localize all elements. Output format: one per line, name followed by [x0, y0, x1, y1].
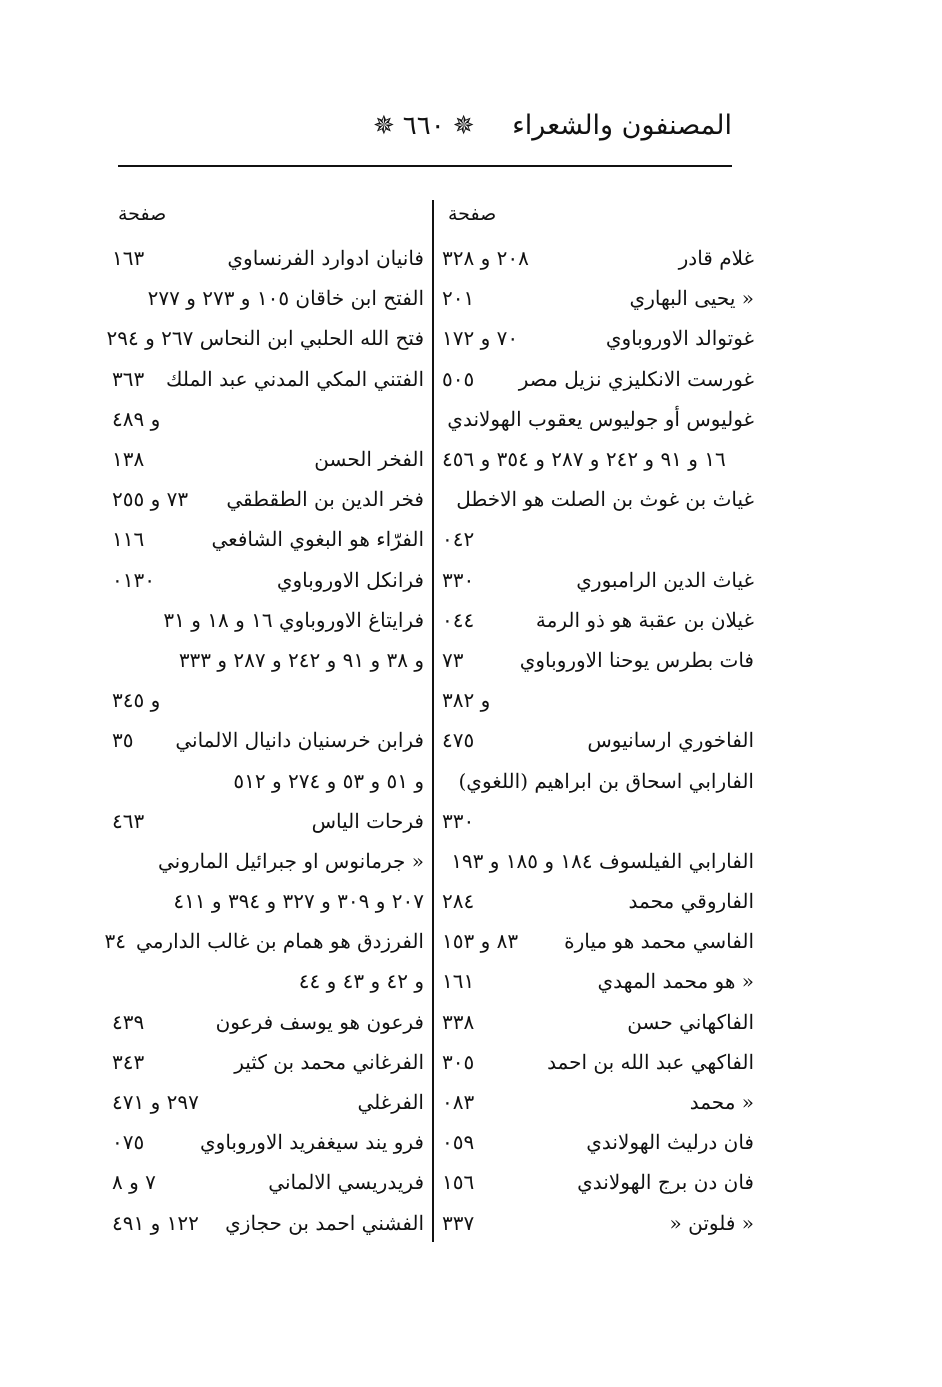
- index-entry: [112, 1082, 424, 1122]
- entry-name: الفرغلي: [357, 1090, 424, 1115]
- index-entry: [442, 801, 754, 841]
- entry-pages: ٧٣ و ٢٥٥: [112, 487, 189, 512]
- entry-name: فرحات الياس: [311, 808, 424, 833]
- index-entry: [442, 680, 754, 720]
- index-entry: [106, 318, 424, 358]
- entry-name: الفرّاء هو البغوي الشافعي: [211, 527, 424, 552]
- index-entry: [442, 519, 754, 559]
- index-entry: [112, 1162, 424, 1202]
- entry-name: غيلان بن عقبة هو ذو الرمة: [535, 607, 754, 632]
- index-entry: [112, 560, 424, 600]
- index-entry: [112, 399, 424, 439]
- entry-pages: ١٦٣: [112, 246, 145, 271]
- index-entry: [112, 1002, 424, 1042]
- index-entry: [442, 961, 754, 1001]
- entry-name: فريدريسي الالماني: [268, 1170, 424, 1195]
- index-entry: [112, 278, 424, 318]
- entry-name: فرانكل الاوروباوي: [276, 567, 424, 592]
- index-entry: [112, 238, 424, 278]
- entry-name: غلام قادر: [678, 246, 754, 271]
- index-entry: [104, 921, 424, 961]
- index-entry: [442, 640, 754, 680]
- entry-pages: ٤٦٣: [112, 808, 145, 833]
- index-entry: [442, 359, 754, 399]
- index-entry: [112, 801, 424, 841]
- index-entry: [112, 439, 424, 479]
- entry-name: الفرغاني محمد بن كثير: [234, 1049, 424, 1074]
- entry-name: و ٤٢ و ٤٣ و ٤٤: [298, 969, 424, 994]
- entry-pages: ٠٧٥: [112, 1130, 145, 1155]
- entry-name: فان دن برج الهولاندي: [577, 1170, 754, 1195]
- entry-name: فرابن خرسنيان دانيال الالماني: [175, 728, 424, 753]
- entry-name: الفارابي الفيلسوف ١٨٤ و ١٨٥ و ١٩٣: [451, 848, 754, 873]
- index-entry: [442, 318, 754, 358]
- index-entry: [112, 961, 424, 1001]
- entry-name: فان درليث الهولاندي: [586, 1130, 754, 1155]
- entry-pages: ٠٨٣: [442, 1090, 475, 1115]
- entry-pages: ١١٦: [112, 527, 145, 552]
- entry-pages: ٢٨٤: [442, 889, 475, 914]
- index-entry: [112, 720, 424, 760]
- entry-pages: ١٥٦: [442, 1170, 475, 1195]
- entry-pages: ٣٤: [104, 929, 127, 954]
- entry-pages: و ٣٨٢: [442, 688, 491, 713]
- entry-pages: ١٣٨: [112, 447, 145, 472]
- entry-pages: ٧٣: [442, 647, 464, 672]
- ornament-right-icon: ✵: [452, 111, 475, 141]
- entry-name: غورست الانكليزي نزيل مصر: [518, 366, 754, 391]
- index-entry: [112, 841, 424, 881]
- ornament-left-icon: ✵: [373, 111, 395, 141]
- entry-name: ٢٠٧ و ٣٠٩ و ٣٢٧ و ٣٩٤ و ٤١١: [173, 889, 424, 914]
- entry-name: الفتني المكي المدني عبد الملك: [166, 366, 424, 391]
- entry-pages: ١٦ و ٩١ و ٢٤٢ و ٢٨٧ و ٣٥٤ و ٤٥٦: [442, 447, 726, 472]
- index-entry: [442, 1002, 754, 1042]
- index-entry: [112, 479, 424, 519]
- index-entry: [442, 439, 754, 479]
- entry-pages: ٤٣٩: [112, 1009, 145, 1034]
- column-heading: صفحة: [118, 203, 167, 225]
- entry-pages: ٣٣٠: [442, 808, 475, 833]
- entry-pages: ٢٠٨ و ٣٢٨: [442, 246, 529, 271]
- entry-pages: ٤٧٥: [442, 728, 475, 753]
- index-entry: [442, 479, 754, 519]
- entry-name: فرو يند سيغفريد الاوروباوي: [200, 1130, 424, 1155]
- entry-pages: ٨٣ و ١٥٣: [442, 929, 519, 954]
- index-entry: [442, 881, 754, 921]
- index-column-right: [442, 198, 754, 1243]
- index-entry: [442, 921, 754, 961]
- entry-pages: ٣٣٧: [442, 1210, 475, 1235]
- index-entry: [112, 760, 424, 800]
- entry-name: فات بطرس يوحنا الاوروباوي: [519, 647, 754, 672]
- index-entry: [112, 1122, 424, 1162]
- entry-pages: ٣٥: [112, 728, 134, 753]
- index-entry: [442, 1122, 754, 1162]
- entry-name: « فلوتن «: [669, 1210, 754, 1235]
- page-header: [118, 100, 732, 156]
- entry-pages: ٠٤٤: [442, 607, 475, 632]
- index-entry: [442, 399, 754, 439]
- entry-pages: و ٤٨٩: [112, 406, 161, 431]
- index-entry: [112, 1203, 424, 1243]
- entry-name: فرايتاغ الاوروباوي ١٦ و ١٨ و ٣١: [163, 607, 424, 632]
- column-divider: [432, 200, 434, 1242]
- entry-pages: ٧٠ و ١٧٢: [442, 326, 519, 351]
- index-entry: [442, 841, 754, 881]
- entry-pages: ٣٤٣: [112, 1049, 145, 1074]
- entry-name: الفاكهي عبد الله بن احمد: [547, 1049, 754, 1074]
- entry-name: غوتوالد الاوروباوي: [605, 326, 754, 351]
- entry-pages: ٠٥٩: [442, 1130, 475, 1155]
- entry-pages: ٣٠٥: [442, 1049, 475, 1074]
- column-heading: صفحة: [448, 203, 497, 225]
- entry-name: فتح الله الحلبي ابن النحاس ٢٦٧ و ٢٩٤: [106, 326, 424, 351]
- entry-name: الفاسي محمد هو ميارة: [564, 929, 754, 954]
- index-entry: [442, 1042, 754, 1082]
- index-entry: [112, 1042, 424, 1082]
- index-entry: [442, 238, 754, 278]
- entry-name: غوليوس أو جوليوس يعقوب الهولاندي: [447, 406, 754, 431]
- entry-name: الفشني احمد بن حجازي: [225, 1210, 424, 1235]
- entry-name: « يحيى البهاري: [629, 286, 754, 311]
- entry-pages: ٣٦٣: [112, 366, 145, 391]
- entry-name: « جرمانوس او جبرائيل الماروني: [158, 848, 424, 873]
- entry-pages: ٢٩٧ و ٤٧١: [112, 1090, 199, 1115]
- index-entry: [112, 640, 424, 680]
- entry-name: فخر الدين بن الطقطقي: [226, 487, 424, 512]
- entry-name: و ٥١ و ٥٣ و ٢٧٤ و ٥١٢: [233, 768, 424, 793]
- entry-name: و ٣٨ و ٩١ و ٢٤٢ و ٢٨٧ و ٣٣٣: [178, 647, 424, 672]
- index-entry: [112, 600, 424, 640]
- page-number: ٦٦٠: [402, 111, 445, 141]
- entry-pages: ٠١٣٠: [112, 567, 155, 592]
- entry-name: غياث الدين الرامبوري: [576, 567, 754, 592]
- index-entry: [442, 1162, 754, 1202]
- entry-pages: ٧ و ٨: [112, 1170, 156, 1195]
- entry-name: الفخر الحسن: [314, 447, 424, 472]
- entry-pages: ٥٠٥: [442, 366, 475, 391]
- entry-name: « محمد: [689, 1090, 754, 1115]
- index-entry: [442, 278, 754, 318]
- index-entry: [112, 519, 424, 559]
- index-entry: [442, 760, 754, 800]
- index-column-left: [104, 198, 424, 1243]
- entry-pages: ٢٠١: [442, 286, 475, 311]
- index-entry: [442, 560, 754, 600]
- index-entry: [442, 1203, 754, 1243]
- entry-name: فرعون هو يوسف فرعون: [215, 1009, 424, 1034]
- entry-pages: ١٦١: [442, 969, 475, 994]
- header-rule: [118, 165, 732, 167]
- entry-pages: ٣٣٠: [442, 567, 475, 592]
- entry-name: الفتح ابن خاقان ١٠٥ و ٢٧٣ و ٢٧٧: [147, 286, 424, 311]
- index-entry: [112, 680, 424, 720]
- index-entry: [112, 359, 424, 399]
- entry-name: « هو محمد المهدي: [597, 969, 754, 994]
- entry-name: فانيان ادوارد الفرنساوي: [227, 246, 424, 271]
- entry-pages: ١٢٢ و ٤٩١: [112, 1210, 199, 1235]
- entry-name: الفاكهاني حسن: [627, 1009, 754, 1034]
- entry-pages: ٣٣٨: [442, 1009, 475, 1034]
- entry-name: الفاروقي محمد: [628, 889, 754, 914]
- index-entry: [442, 600, 754, 640]
- index-entry: [442, 1082, 754, 1122]
- running-title: المصنفون والشعراء: [512, 110, 732, 141]
- entry-name: الفاخوري ارسانيوس: [587, 728, 754, 753]
- entry-name: الفرزدق هو همام بن غالب الدارمي: [136, 929, 424, 954]
- page-number-group: [373, 106, 475, 146]
- entry-pages: ٠٤٢: [442, 527, 475, 552]
- index-entry: [442, 720, 754, 760]
- entry-name: الفارابي اسحاق بن ابراهيم (اللغوي): [458, 768, 754, 793]
- index-entry: [112, 881, 424, 921]
- entry-name: غياث بن غوث بن الصلت هو الاخطل: [456, 487, 754, 512]
- entry-pages: و ٣٤٥: [112, 688, 161, 713]
